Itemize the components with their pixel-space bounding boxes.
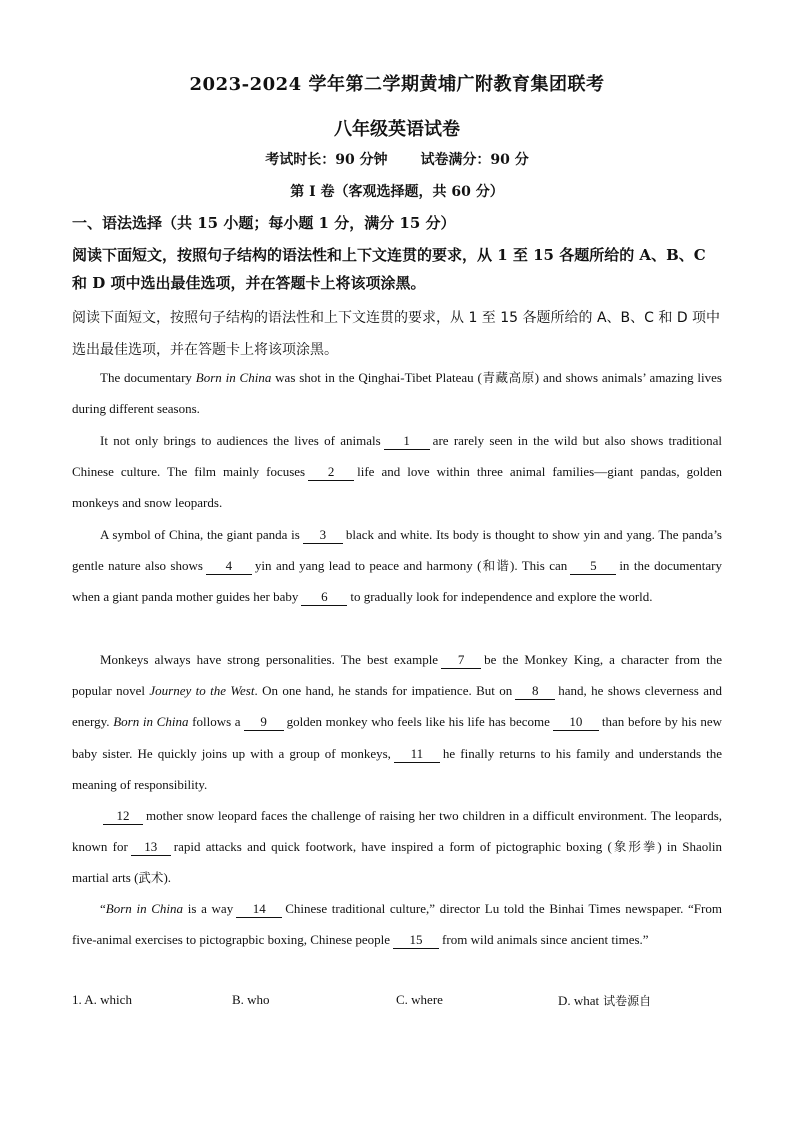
option-b: B. who — [232, 992, 270, 1007]
blank-13: 13 — [131, 839, 171, 856]
instruction-normal: 阅读下面短文，按照句子结构的语法性和上下文连贯的要求，从 1 至 15 各题所给的 A、B、C 和 D 项中选出最佳选项，并在答题卡上将该项涂黑。 — [72, 310, 721, 358]
instruction-bold: 阅读下面短文，按照句子结构的语法性和上下文连贯的要求，从 1 至 15 各题所给的 A、B、C 和 D 项中选出最佳选项，并在答题卡上将该项涂黑。 — [72, 246, 706, 292]
passage-paragraph-4: Monkeys always have strong personalities. The best example 7 be the Monkey King, a character from the popular novel Journey to the West. On one hand, he stands for impatience. But on 8 hand, he shows cleverness and energy. Born in China follows a 9 golden monkey who feels like his life has become 10 than before by his new baby sister. He quickly joins up with a group of monkeys, 11 he finally returns to his family and understands the meaning of responsibility. — [72, 652, 722, 792]
exam-subtitle: 八年级英语试卷 — [334, 119, 460, 140]
blank-10: 10 — [553, 714, 599, 731]
blank-9: 9 — [244, 714, 284, 731]
blank-15: 15 — [393, 932, 439, 949]
exam-title: 2023-2024 学年第二学期黄埔广附教育集团联考 — [189, 74, 605, 95]
section-heading: 一、语法选择（共 15 小题；每小题 1 分，满分 15 分） — [72, 214, 456, 232]
film-title: Born in China — [113, 714, 189, 730]
blank-3: 3 — [303, 527, 343, 544]
watermark-text: 试卷源自 — [603, 994, 652, 1008]
blank-4: 4 — [206, 558, 252, 575]
part-heading: 第 I 卷（客观选择题，共 60 分） — [290, 184, 504, 200]
blank-7: 7 — [441, 652, 481, 669]
option-d: D. what 试卷源自 — [558, 993, 652, 1008]
passage-paragraph-2: It not only brings to audiences the lives of animals 1 are rarely seen in the wild but also shows traditional Chinese culture. The film mainly focuses 2 life and love within three animal families—giant pandas, golden monkeys and snow leopards. — [72, 433, 722, 511]
passage-paragraph-5: 12 mother snow leopard faces the challenge of raising her two children in a difficult environment. The leopards, known for 13 rapid attacks and quick footwork, have inspired a form of pictographic boxing (象形拳) in Shaolin martial arts (武术). — [72, 808, 722, 886]
blank-1: 1 — [384, 433, 430, 450]
blank-14: 14 — [236, 901, 282, 918]
passage-paragraph-1: The documentary Born in China was shot in the Qinghai-Tibet Plateau (青藏高原) and shows animals’ amazing lives during different seasons. — [72, 370, 722, 417]
exam-info — [0, 149, 794, 169]
exam-time: 考试时长：90 分钟 — [265, 152, 388, 168]
blank-11: 11 — [394, 746, 440, 763]
option-a: 1. A. which — [72, 992, 132, 1007]
film-title: Born in China — [195, 370, 272, 385]
blank-8: 8 — [515, 683, 555, 700]
blank-5: 5 — [570, 558, 616, 575]
film-title: Born in China — [105, 901, 184, 916]
blank-12: 12 — [103, 808, 143, 825]
question-1-options — [72, 992, 722, 1012]
option-c: C. where — [396, 992, 443, 1007]
passage-paragraph-3: A symbol of China, the giant panda is 3 black and white. Its body is thought to show yin and yang. The panda’s gentle nature also shows 4 yin and yang lead to peace and harmony (和谐). This can 5 in the documentary when a giant panda mother guides her baby 6 to gradually look for independence and explore the world. — [72, 527, 722, 605]
full-score: 试卷满分：90 分 — [420, 152, 529, 168]
blank-6: 6 — [301, 589, 347, 606]
blank-2: 2 — [308, 464, 354, 481]
passage-paragraph-6: “Born in China is a way 14 Chinese traditional culture,” director Lu told the Binhai Times newspaper. “From five-animal exercises to pictograpbic boxing, Chinese people 15 from wild animals since ancient times.” — [72, 901, 722, 948]
novel-title: Journey to the West — [149, 683, 255, 699]
